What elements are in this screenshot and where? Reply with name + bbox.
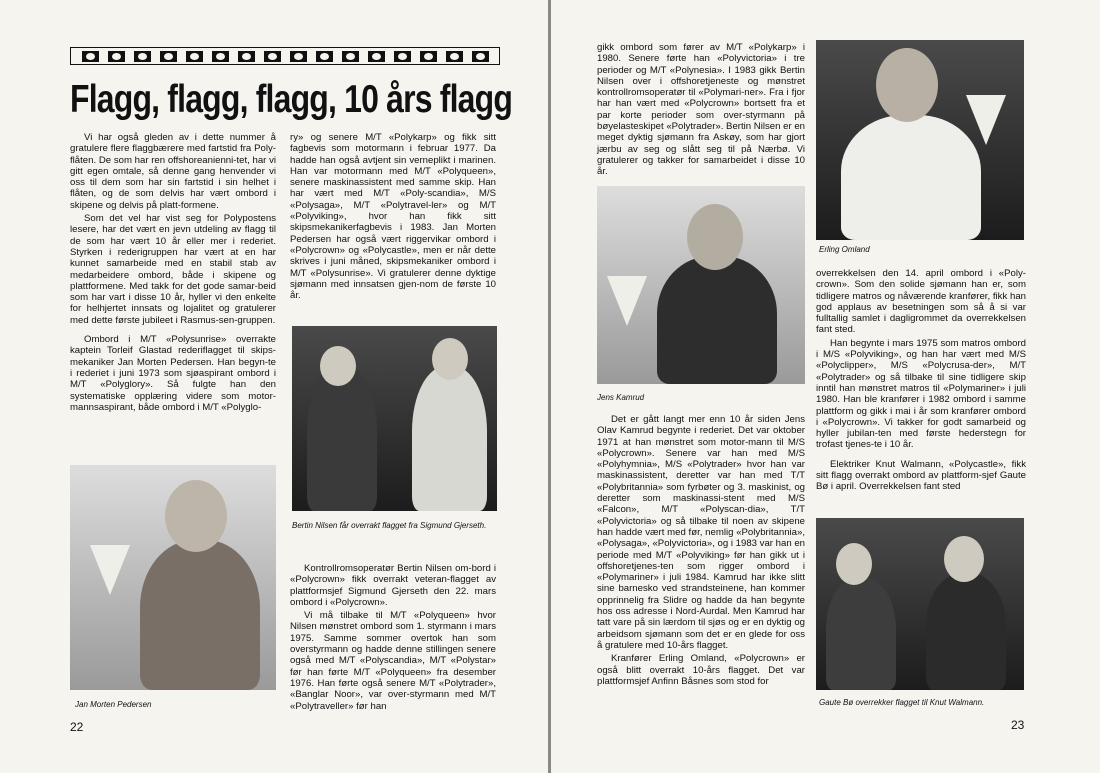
paragraph: Ombord i M/T «Polysunrise» overrakte kaptein Torleif Glastad rederiflagget til skips-mekaniker Jan Morten Pedersen. Han begyn-te i rederiet i juni 1973 som sjøaspirant ombord i M/T «Polyglory». Så fulgte han den systematiske opplæring videre som motor-mannsaspirant, både ombord i M/T «Polyglo- bbox=[70, 334, 276, 413]
paragraph: Som det vel har vist seg for Polypostens lesere, har det vært en jevn utdeling av flagg til de som har vært 10 år eller mer i rederiet. Styrken i rederigruppen har vært at en har kunnet samarbeide med en stabil stab av medarbeidere ombord, både i skipene og plattformene. Med takk for det gode samar-beid som har vart i disse 10 år, hyller vi den enkelte for helhjertet innsats og lojalitet og gratulerer med dette første jubileet i Rasmus-sen-gruppen. bbox=[70, 213, 276, 326]
flag-icon bbox=[394, 51, 411, 62]
flag-icon bbox=[186, 51, 203, 62]
caption-gaute: Gaute Bø overrekker flagget til Knut Walmann. bbox=[819, 698, 985, 707]
paragraph: ry» og senere M/T «Polykarp» og fikk sitt fagbevis som motormann i februar 1977. Da hadde han også avtjent sin verneplikt i marinen. Han var motormann med M/T «Polyqueen», senere maskinassistent med samme skip. Han har vært med M/T «Poly-scandia», M/S «Polysaga», M/T «Polytravel-ler» og M/T «Polyviking», hvor han fikk sitt skipsmekanikerfagbevis i 1983. Jan Morten Pedersen har også vært riggervikar ombord i «Polycrown» og «Polycastle», men er når dette skrives i juni måned, skipsmekaniker ombord i M/T «Polysunrise». Vi gratulerer denne dyktige sjømann med innsatsen gjen-nom de første 10 år. bbox=[290, 132, 496, 302]
paragraph: Det er gått langt mer enn 10 år siden Jens Olav Kamrud begynte i rederiet. Det var oktober 1971 at han mønstret som motor-mann til M/S «Polycrown». Senere var han med M/S «Polyhymnia», M/S «Polytrader» hvor han var maskinassistent, deretter var han med T/T «Polybritannia» som fyrbøter og 3. maskinist, og deretter som maskinassi-stent med M/S «Falcon», M/T «Polyscan-dia», T/T «Polyvictoria» og så tilbake til noen av skipene han hadde vært med før, nemlig «Polybritannia», «Polysaga», «Polyvictoria», og i 1983 var han en periode med M/T «Polyviking» før han gikk ut i offshoretjenes-ten som rigger ombord i «Polymariner» i juli 1984. Kamrud har ikke slitt sine barnesko ved strandsteinene, han kommer opprinnelig fra Slidre og hadde da han begynte hos oss adresse i Nord-Aurdal. Men Kamrud har tatt vare på sin lærdom til sjøs og er en dyktig og arbeidsom sjømann som det er en glede for oss å gratulere med 10-års flagget. bbox=[597, 414, 805, 651]
photo-erling-omland bbox=[816, 40, 1024, 240]
flag-icon bbox=[82, 51, 99, 62]
flag-icon bbox=[290, 51, 307, 62]
left-page bbox=[0, 0, 548, 773]
caption-jens: Jens Kamrud bbox=[597, 393, 645, 402]
article-headline: Flagg, flagg, flagg, 10 års flagg bbox=[70, 78, 513, 121]
flag-icon bbox=[368, 51, 385, 62]
paragraph: Vi har også gleden av i dette nummer å gratulere flere flaggbærere med fartstid fra Poly-flåten. De som har ren offshoreanienni-tet, har vi gitt egen omtale, så denne gang henvender vi oss til dem som har sin fartstid i sin helhet i flåten, og de som delvis har vært ombord i skipene og delvis på platt-formene. bbox=[70, 132, 276, 211]
flag-icon bbox=[316, 51, 333, 62]
paragraph: Han begynte i mars 1975 som matros ombord i M/S «Polyviking», og han har vært med M/S «Polyclipper», M/S «Polycrusa-der», M/T «Polytrader» og så tilbake til sine tidligere skip inntil han mønstret matros til «Polymariner» i juli 1980. Han ble kranfører i 1982 ombord i samme plattform og gikk i mai i år som kranfører ombord i «Polycrown». Vi takker for godt samarbeid og hyller jubilan-ten med første hederstegn for trofast tjenes-te i 10 år. bbox=[816, 337, 1026, 451]
paragraph: overrekkelsen den 14. april ombord i «Poly-crown». Som den solide sjømann han er, som tidligere matros og nåværende kranfører, fikk han god applaus av besetningen som så å si var fulltallig samlet i dagligrommet da overrekkelsen fant sted. bbox=[816, 268, 1026, 336]
left-column-2-bottom bbox=[290, 563, 496, 714]
flag-icon bbox=[446, 51, 463, 62]
photo-bertin-nilsen-handshake bbox=[292, 326, 497, 511]
page-number-right: 23 bbox=[1011, 718, 1025, 732]
flag-icon bbox=[238, 51, 255, 62]
flag-icon bbox=[108, 51, 125, 62]
paragraph: Kontrollromsoperatør Bertin Nilsen om-bord i «Polycrown» fikk overrakt veteran-flagget av plattformsjef Sigmund Gjerseth den 22. mars ombord i «Polycrown». bbox=[290, 563, 496, 608]
flag-icon bbox=[134, 51, 151, 62]
flag-icon bbox=[472, 51, 489, 62]
flag-border-strip bbox=[70, 47, 500, 65]
right-column-2 bbox=[816, 268, 1026, 495]
flag-icon bbox=[160, 51, 177, 62]
photo-gaute-bo-knut-walmann bbox=[816, 518, 1024, 690]
paragraph: gikk ombord som fører av M/T «Polykarp» i 1980. Senere førte han «Polyvictoria» i tre perioder og M/T «Polynesia». I 1983 gikk Bertin Nilsen over i offshoretjeneste og mønstret kontrollromsoperatør til «Polymari-ner». Fra i fjor har han vært med «Polycrown» bortsett fra et par korte perioder som over-styrmann på bøyelasteskipet «Polytrader». Bertin Nilsen er en meget dyktig sjømann fra Askøy, som har gjort jærbu av seg og slått seg til på Nærbø. Vi gratulerer og takker for samarbeidet i disse 10 år. bbox=[597, 42, 805, 178]
photo-jan-morten-pedersen bbox=[70, 465, 276, 690]
flag-icon bbox=[212, 51, 229, 62]
right-page bbox=[551, 0, 1100, 773]
left-column-2-top bbox=[290, 132, 496, 303]
paragraph: Vi må tilbake til M/T «Polyqueen» hvor Nilsen mønstret ombord som 1. styrmann i mars 1975. Samme sommer overtok han som overstyrmann og hadde denne stillingen senere også med M/T «Polyscandia», M/T «Polystar» før han førte M/T «Polyqueen» fra desember 1976. Han førte også senere M/T «Polytrader», «Banglar Noor», var over-styrmann med M/T «Polytraveller» før han bbox=[290, 610, 496, 712]
page-number-left: 22 bbox=[70, 720, 84, 734]
paragraph: Kranfører Erling Omland, «Polycrown» er også blitt overrakt 10-års flagget. Det var plattformsjef Anfinn Båsnes som stod for bbox=[597, 653, 805, 687]
flag-icon bbox=[420, 51, 437, 62]
left-column-1 bbox=[70, 132, 276, 415]
caption-bertin: Bertin Nilsen får overrakt flagget fra Sigmund Gjerseth. bbox=[292, 521, 487, 530]
right-column-1-bottom bbox=[597, 414, 805, 689]
caption-erling: Erling Omland bbox=[819, 245, 870, 254]
flag-icon bbox=[264, 51, 281, 62]
photo-jens-kamrud bbox=[597, 186, 805, 384]
paragraph: Elektriker Knut Walmann, «Polycastle», fikk sitt flagg overrakt ombord av plattform-sjef Gaute Bø i april. Overrekkelsen fant sted bbox=[816, 458, 1026, 493]
caption-jan: Jan Morten Pedersen bbox=[75, 700, 152, 709]
right-column-1-top bbox=[597, 42, 805, 180]
flag-icon bbox=[342, 51, 359, 62]
